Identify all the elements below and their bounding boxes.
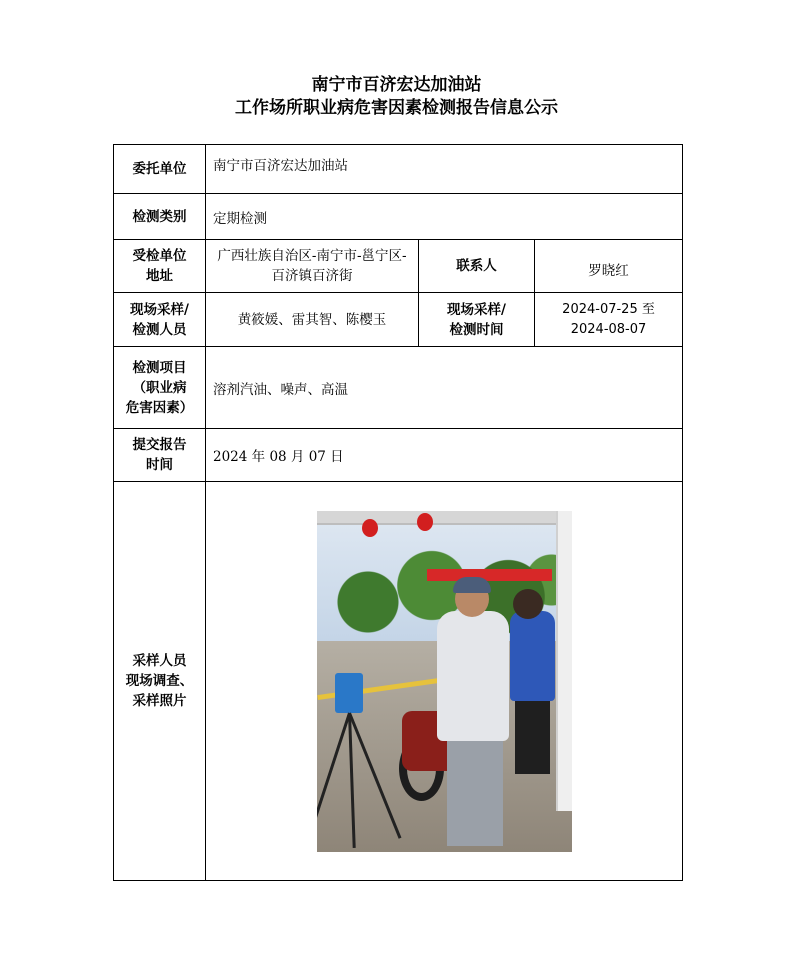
type-label: 检测类别 (114, 194, 206, 240)
photo-woman-legs (515, 699, 550, 774)
site-sampling-photo (317, 511, 572, 852)
time-value (535, 293, 683, 347)
time-label-line2: 检测时间 (449, 321, 504, 338)
photo-lantern (362, 519, 378, 537)
report-time-label-line1: 提交报告 (132, 437, 187, 453)
staff-label-line1: 现场采样/ (130, 301, 189, 318)
items-label-line3: 危害因素） (125, 399, 194, 416)
photo-banner (427, 569, 552, 581)
row-address (114, 240, 683, 293)
row-type (114, 194, 683, 240)
photo-label-line3: 采样照片 (132, 693, 187, 709)
photo-canopy (317, 511, 572, 525)
photo-sound-meter (335, 673, 363, 713)
client-label: 委托单位 (114, 145, 206, 194)
address-label-line2: 地址 (146, 268, 173, 284)
photo-label (114, 482, 206, 881)
items-label-line2: （职业病 (132, 379, 187, 396)
photo-man-legs (447, 741, 503, 846)
report-time-value: 2024 年 08 月 07 日 (206, 429, 683, 482)
photo-cell (206, 482, 683, 881)
type-value: 定期检测 (206, 194, 683, 240)
report-title-line1: 南宁市百济宏达加油站 (311, 75, 482, 95)
time-label (419, 293, 535, 347)
photo-label-line2: 现场调查、 (125, 673, 194, 689)
address-label (114, 240, 206, 293)
contact-value: 罗晓红 (535, 240, 683, 293)
photo-woman-head (513, 589, 543, 619)
photo-man-body (437, 611, 509, 741)
photo-lantern (417, 513, 433, 531)
report-time-label (114, 429, 206, 482)
time-value-line1: 2024-07-25 至 (562, 301, 655, 317)
staff-label (114, 293, 206, 347)
row-staff (114, 293, 683, 347)
row-report-time (114, 429, 683, 482)
row-client (114, 145, 683, 194)
client-value: 南宁市百济宏达加油站 (206, 145, 683, 194)
photo-woman-body (510, 611, 555, 701)
staff-value: 黄筱媛、雷其智、陈樱玉 (206, 293, 419, 347)
report-title-line2: 工作场所职业病危害因素检测报告信息公示 (235, 98, 558, 118)
info-table (113, 144, 683, 881)
items-label (114, 347, 206, 429)
items-value: 溶剂汽油、噪声、高温 (206, 347, 683, 429)
contact-label: 联系人 (419, 240, 535, 293)
staff-label-line2: 检测人员 (132, 321, 187, 338)
photo-man-cap (453, 577, 491, 593)
row-items (114, 347, 683, 429)
time-value-line2: 2024-08-07 (570, 321, 647, 337)
address-value: 广西壮族自治区-南宁市-邕宁区-百济镇百济街 (206, 240, 419, 293)
row-photo (114, 482, 683, 881)
time-label-line1: 现场采样/ (447, 301, 506, 318)
photo-fuel-pump (556, 511, 572, 811)
report-time-label-line2: 时间 (146, 457, 173, 473)
items-label-line1: 检测项目 (132, 359, 187, 376)
address-label-line1: 受检单位 (132, 248, 187, 264)
photo-label-line1: 采样人员 (132, 653, 187, 669)
